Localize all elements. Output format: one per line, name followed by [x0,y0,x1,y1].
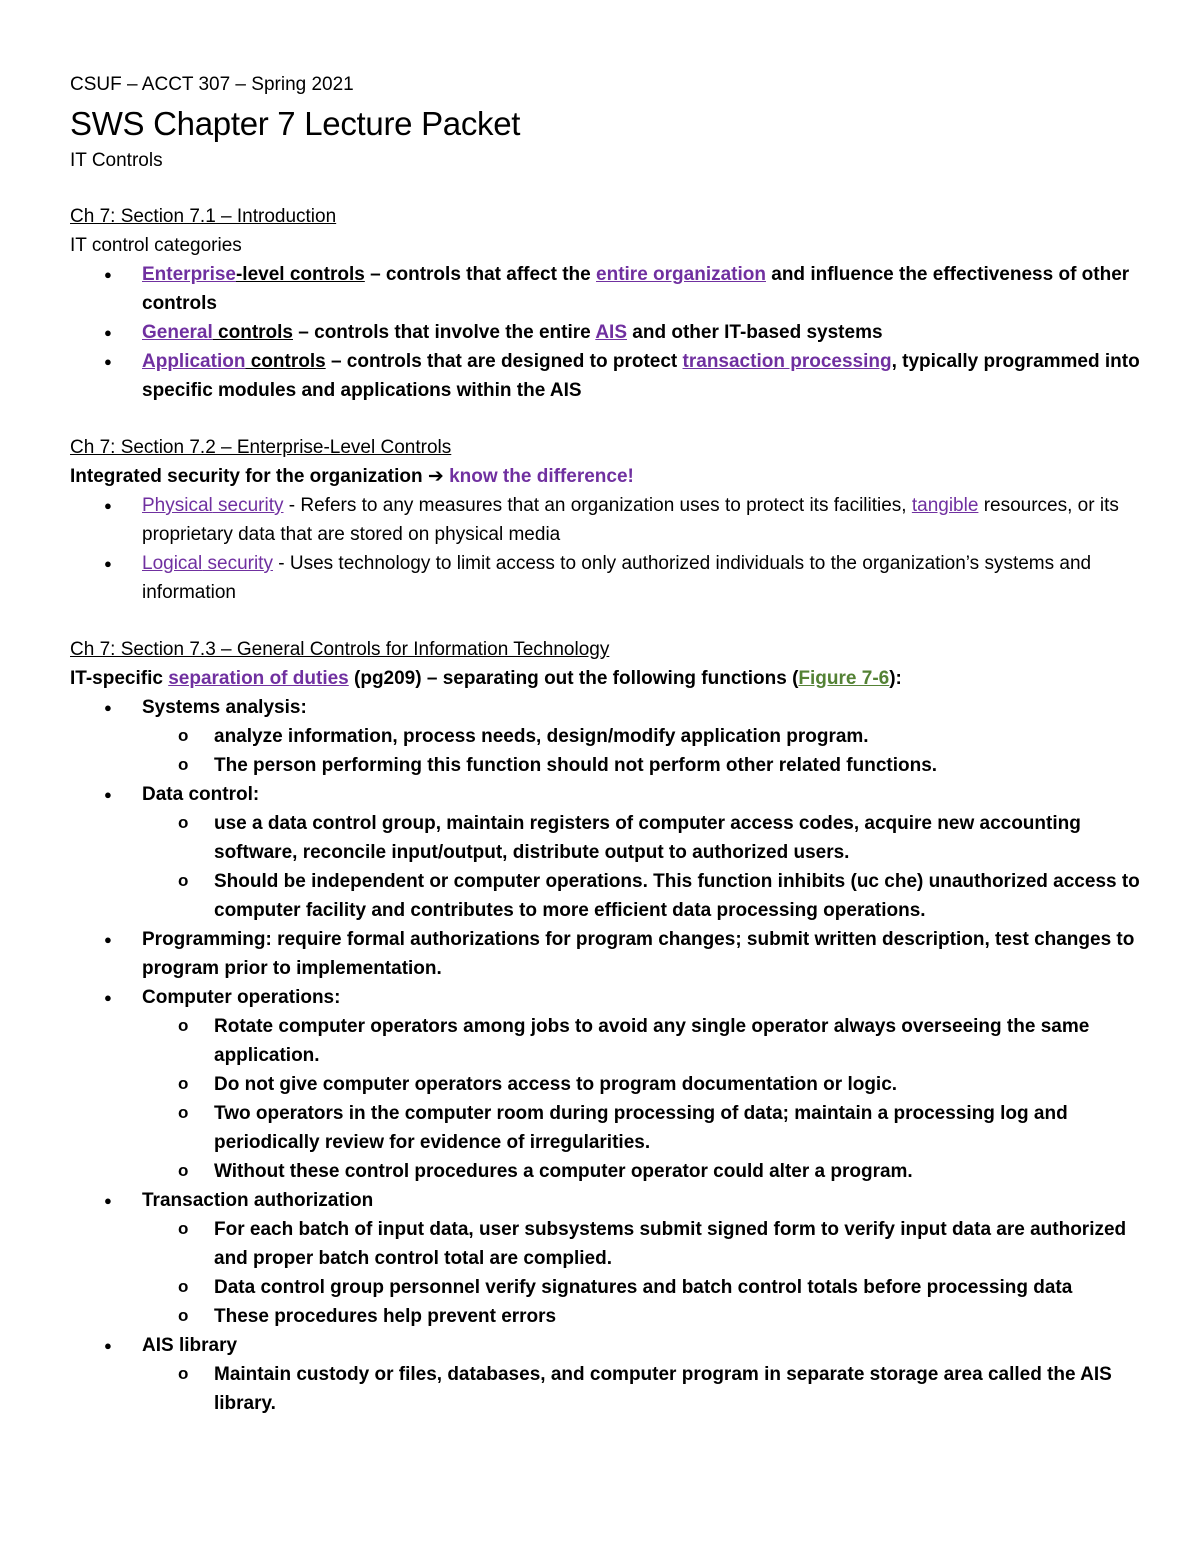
sub-list-item: o Should be independent or computer operations. This function inhibits (uc che) unauthorized access to computer facility and contributes to more efficient data processing operations. [142,867,1140,925]
item-text: – controls that involve the entire [293,322,596,343]
item-label: Data control: [142,784,260,805]
bullet-list [70,260,1140,405]
document-body [70,72,1140,1418]
term-link[interactable]: entire organization [596,264,766,285]
sub-list [142,1360,1140,1418]
term-link[interactable]: transaction processing [682,351,892,372]
list-item [70,1186,1140,1331]
figure-link[interactable]: Figure 7-6 [798,668,890,689]
item-label: Transaction authorization [142,1190,374,1211]
item-text: – controls that are designed to protect [325,351,683,372]
list-item [70,260,1140,318]
bullet-list [70,491,1140,607]
page-title: SWS Chapter 7 Lecture Packet [70,105,521,142]
item-text: - Uses technology to limit access to only authorized individuals to the organization’s systems and information [142,553,1092,603]
list-item [70,925,1140,983]
term-link[interactable]: Physical [142,495,213,516]
term-text: -level controls [235,264,365,285]
item-label: Systems analysis: [142,697,307,718]
sub-list-item: o For each batch of input data, user subsystems submit signed form to verify input data are authorized and proper batch control total are complied. [142,1215,1140,1273]
intro-text: (pg209) – separating out the following functions ( [348,668,799,689]
page-subtitle: IT Controls [70,150,163,171]
section-7-1 [70,202,1140,405]
item-label: Programming: require formal authorizations for program changes; submit written description, test changes to program prior to implementation. [142,929,1135,979]
intro-text: IT-specific [70,668,169,689]
section-intro: IT control categories [70,235,242,256]
term-link[interactable]: tangible [911,495,979,516]
list-item [70,983,1140,1186]
sub-list-item: o These procedures help prevent errors [142,1302,1140,1331]
intro-text: ): [889,668,902,689]
list-item [70,1331,1140,1418]
item-label: AIS library [142,1335,238,1356]
item-label: Computer operations: [142,987,341,1008]
bullet-list [70,693,1140,1418]
item-text: resources, or its proprietary data that are stored on physical media [142,495,1119,545]
sub-list-item: o Rotate computer operators among jobs to avoid any single operator always overseeing the same application. [142,1012,1140,1070]
sub-list-item: o Without these control procedures a computer operator could alter a program. [142,1157,1140,1186]
sub-list-item: o Do not give computer operators access to program documentation or logic. [142,1070,1140,1099]
list-item [70,318,1140,347]
section-7-3 [70,635,1140,1418]
list-item [70,491,1140,549]
list-item [70,780,1140,925]
sub-list-item: o The person performing this function should not perform other related functions. [142,751,1140,780]
sub-list-item: o Maintain custody or files, databases, and computer program in separate storage area called the AIS library. [142,1360,1140,1418]
term-link[interactable]: Logical [142,553,203,574]
sub-list [142,1012,1140,1186]
item-text: - Refers to any measures that an organization uses to protect its facilities, [283,495,912,516]
term-link[interactable]: General [142,322,213,343]
term-link[interactable]: AIS [595,322,627,343]
intro-note: know the difference! [449,466,634,487]
list-item [70,549,1140,607]
term-link[interactable]: security [212,495,284,516]
sub-list [142,1215,1140,1331]
item-text: , typically programmed into specific modules and applications within the AIS [142,351,1140,401]
arrow-icon: ➔ [422,466,450,487]
sub-list-item: o Data control group personnel verify signatures and batch control totals before processing data [142,1273,1140,1302]
sub-list-item: o use a data control group, maintain registers of computer access codes, acquire new accounting software, reconcile input/output, distribute output to authorized users. [142,809,1140,867]
item-text: and influence the effectiveness of other controls [142,264,1130,314]
section-intro [70,664,1140,693]
sub-list-item: o analyze information, process needs, design/modify application program. [142,722,1140,751]
intro-text: Integrated security for the organization [70,466,423,487]
sub-list [142,809,1140,925]
term-link[interactable]: security [202,553,273,574]
section-heading: Ch 7: Section 7.2 – Enterprise-Level Controls [70,437,452,458]
term-text: controls [212,322,293,343]
term-link[interactable]: separation of duties [168,668,349,689]
list-item [70,693,1140,780]
section-heading: Ch 7: Section 7.3 – General Controls for Information Technology [70,639,610,660]
course-line: CSUF – ACCT 307 – Spring 2021 [70,74,354,95]
term-text: controls [245,351,326,372]
sub-list [142,722,1140,780]
list-item [70,347,1140,405]
term-link[interactable]: Application [142,351,246,372]
section-heading: Ch 7: Section 7.1 – Introduction [70,206,337,227]
section-7-2 [70,433,1140,607]
item-text: – controls that affect the [364,264,597,285]
item-text: and other IT-based systems [627,322,883,343]
sub-list-item: o Two operators in the computer room during processing of data; maintain a processing log and periodically review for evidence of irregularities. [142,1099,1140,1157]
term-link[interactable]: Enterprise [142,264,236,285]
section-intro [70,462,1140,491]
